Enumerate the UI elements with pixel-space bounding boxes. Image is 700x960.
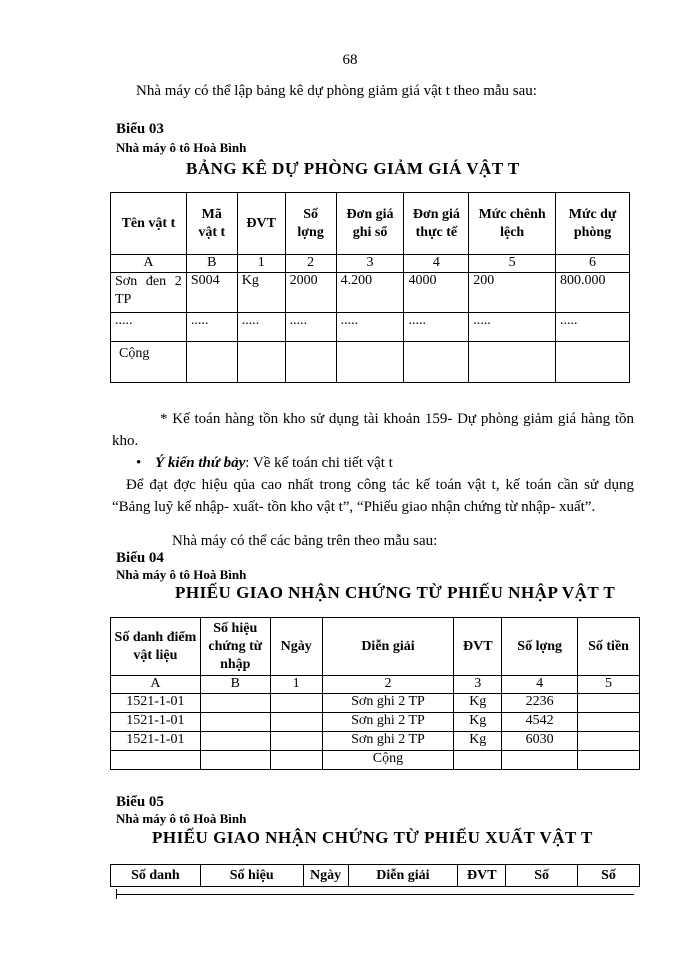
table-cell: [200, 713, 270, 732]
table-cell: .....: [237, 313, 285, 342]
table-row: [111, 713, 640, 732]
code-cell: 1: [237, 255, 285, 273]
code-cell: 4: [404, 255, 469, 273]
bieu05-company: Nhà máy ô tô Hoà Bình: [116, 811, 247, 826]
bieu04-table: [110, 617, 640, 770]
total-row: [111, 751, 640, 770]
col-header: Ngày: [303, 865, 348, 887]
table-cell: 2000: [285, 273, 336, 313]
col-header: Số danh điểm vật liệu: [111, 618, 201, 676]
footer-rule: [116, 894, 634, 895]
table-cell: 4000: [404, 273, 469, 313]
code-cell: 3: [336, 255, 404, 273]
table-cell: 6030: [502, 732, 578, 751]
bieu03-table: [110, 192, 630, 383]
bieu03-label: Biểu 03: [116, 121, 164, 137]
table-cell: .....: [404, 313, 469, 342]
table-cell: 2236: [502, 694, 578, 713]
para3-text: Nhà máy có thể các bảng trên theo mẫu sau:: [172, 533, 438, 549]
intro-text: Nhà máy có thể lập bảng kê dự phòng giảm giá vật t theo mẫu sau:: [136, 83, 537, 99]
col-header: Số: [578, 865, 640, 887]
table-cell: 1521-1-01: [111, 713, 201, 732]
bieu04-company: Nhà máy ô tô Hoà Bình: [116, 567, 247, 582]
col-header: Mức dự phòng: [556, 193, 630, 255]
col-header: Số tiền: [578, 618, 640, 676]
table-row: [111, 732, 640, 751]
total-label: Cộng: [111, 342, 187, 383]
code-cell: 5: [469, 255, 556, 273]
note-text: * Kế toán hàng tồn kho sử dụng tài khoản 159- Dự phòng giảm giá hàng tồn kho.: [112, 411, 634, 449]
table-row: [111, 273, 630, 313]
bieu05-table: [110, 864, 640, 887]
table-cell: Kg: [237, 273, 285, 313]
code-cell: 2: [285, 255, 336, 273]
table-cell: Sơn đen 2 TP: [111, 273, 187, 313]
col-header: ĐVT: [237, 193, 285, 255]
para2-text: Để đạt đợc hiệu qủa cao nhất trong công tác kế toán vật t, kế toán cần sử dụng “Bảng luỹ kế nhập- xuất- tồn kho vật t”, “Phiếu giao nhận chứng từ nhập- xuất”.: [112, 477, 634, 515]
table-cell: Sơn ghi 2 TP: [322, 732, 454, 751]
table-cell: Kg: [454, 732, 502, 751]
col-header: Số lợng: [502, 618, 578, 676]
col-header: Số hiệu chứng từ nhập: [200, 618, 270, 676]
bieu03-company: Nhà máy ô tô Hoà Bình: [116, 140, 247, 155]
table-cell: .....: [556, 313, 630, 342]
col-header: Mức chênh lệch: [469, 193, 556, 255]
table-cell: [578, 732, 640, 751]
table-cell: [200, 694, 270, 713]
code-cell: 1: [270, 676, 322, 694]
col-header: Diễn giải: [322, 618, 454, 676]
total-label: Cộng: [322, 751, 454, 770]
table-cell: 4.200: [336, 273, 404, 313]
idea-label: Ý kiến thứ bảy: [155, 455, 246, 471]
bieu03-title: BẢNG KÊ DỰ PHÒNG GIẢM GIÁ VẬT T: [186, 159, 520, 178]
col-header: ĐVT: [458, 865, 506, 887]
code-cell: 2: [322, 676, 454, 694]
bieu05-title: PHIẾU GIAO NHẬN CHỨNG TỪ PHIẾU XUẤT VẬT T: [152, 828, 593, 847]
col-header: Số danh: [111, 865, 201, 887]
page-number: 68: [342, 52, 358, 68]
bieu04-title: PHIẾU GIAO NHẬN CHỨNG TỪ PHIẾU NHẬP VẬT T: [175, 583, 616, 602]
code-cell: B: [200, 676, 270, 694]
code-cell: A: [111, 676, 201, 694]
idea-line: [136, 452, 393, 474]
table-cell: 4542: [502, 713, 578, 732]
table-cell: 1521-1-01: [111, 732, 201, 751]
table-cell: [270, 694, 322, 713]
code-cell: B: [186, 255, 237, 273]
code-cell: 5: [578, 676, 640, 694]
idea-text: : Về kế toán chi tiết vật t: [245, 455, 393, 471]
table-header-row: [111, 865, 640, 887]
table-cell: .....: [285, 313, 336, 342]
code-cell: 4: [502, 676, 578, 694]
col-header: Đơn giá thực tế: [404, 193, 469, 255]
table-cell: .....: [469, 313, 556, 342]
table-row: [111, 313, 630, 342]
table-cell: .....: [336, 313, 404, 342]
table-cell: .....: [111, 313, 187, 342]
table-cell: [270, 713, 322, 732]
code-cell: A: [111, 255, 187, 273]
col-header: Số lợng: [285, 193, 336, 255]
table-row: [111, 694, 640, 713]
footer-rule-tick: [116, 889, 117, 899]
bullet-icon: •: [136, 455, 142, 471]
table-cell: Kg: [454, 713, 502, 732]
col-header: Diễn giải: [348, 865, 458, 887]
table-cell: 1521-1-01: [111, 694, 201, 713]
bieu04-label: Biểu 04: [116, 550, 164, 566]
table-cell: Sơn ghi 2 TP: [322, 713, 454, 732]
col-header: Số: [506, 865, 578, 887]
col-header: Tên vật t: [111, 193, 187, 255]
table-cell: [578, 713, 640, 732]
col-header: Ngày: [270, 618, 322, 676]
table-cell: 200: [469, 273, 556, 313]
code-row: [111, 676, 640, 694]
table-cell: [200, 732, 270, 751]
code-row: [111, 255, 630, 273]
table-cell: 800.000: [556, 273, 630, 313]
col-header: ĐVT: [454, 618, 502, 676]
col-header: Số hiệu: [200, 865, 303, 887]
table-header-row: [111, 193, 630, 255]
table-cell: [578, 694, 640, 713]
code-cell: 3: [454, 676, 502, 694]
table-cell: Sơn ghi 2 TP: [322, 694, 454, 713]
table-header-row: [111, 618, 640, 676]
table-cell: .....: [186, 313, 237, 342]
table-cell: Kg: [454, 694, 502, 713]
code-cell: 6: [556, 255, 630, 273]
table-cell: S004: [186, 273, 237, 313]
total-row: [111, 342, 630, 383]
col-header: Mã vật t: [186, 193, 237, 255]
col-header: Đơn giá ghi sổ: [336, 193, 404, 255]
table-cell: [270, 732, 322, 751]
bieu05-label: Biểu 05: [116, 794, 164, 810]
